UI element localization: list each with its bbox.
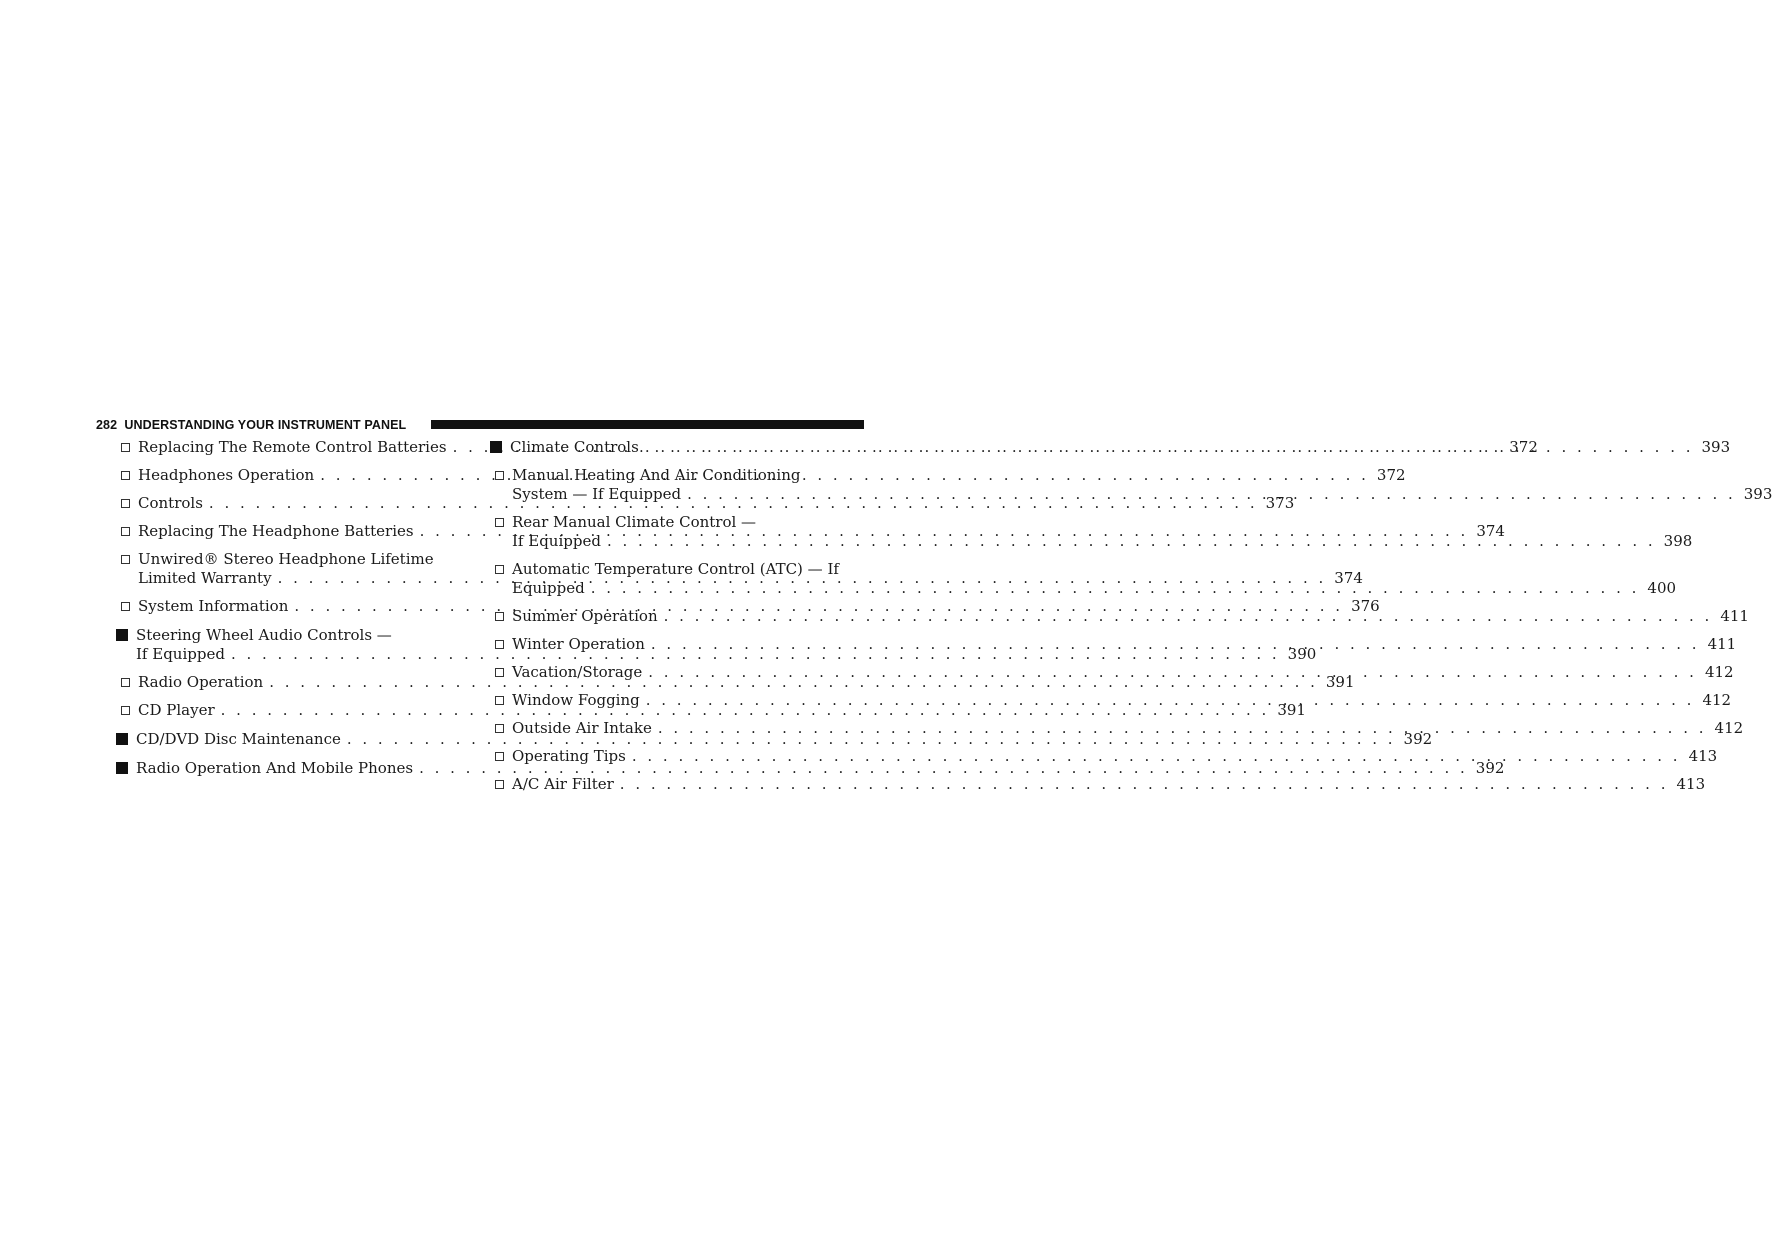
entry-title-line: A/C Air Filter	[512, 775, 614, 793]
page-reference: 373	[1265, 494, 1295, 512]
page-reference: 400	[1647, 579, 1677, 597]
entry-title-line: Steering Wheel Audio Controls —	[136, 626, 392, 644]
entry-title-line: Radio Operation	[138, 673, 264, 691]
page-reference: 392	[1403, 730, 1433, 748]
toc-section-entry[interactable]	[116, 730, 1433, 749]
filled-square-bullet-icon	[116, 762, 128, 774]
entry-title-line: System Information	[138, 597, 289, 615]
page-reference: 376	[1351, 597, 1380, 615]
page-reference: 374	[1334, 569, 1363, 587]
toc-subsection-entry[interactable]	[490, 719, 1744, 738]
page-reference: 413	[1676, 775, 1706, 793]
filled-square-bullet-icon	[116, 733, 128, 745]
entry-title-line: Summer Operation	[512, 607, 658, 625]
dot-leader	[681, 485, 1738, 504]
entry-title-line: Rear Manual Climate Control —	[512, 513, 757, 531]
hollow-square-bullet-icon	[495, 696, 504, 705]
entry-title-line: Climate Controls	[510, 438, 639, 456]
entry-title-line: Replacing The Remote Control Batteries	[138, 438, 447, 456]
entry-title-line: If Equipped	[136, 645, 225, 663]
entry-title-line: System — If Equipped	[512, 485, 682, 503]
page-reference: 411	[1720, 607, 1749, 625]
dot-leader	[601, 532, 1658, 551]
hollow-square-bullet-icon	[121, 706, 130, 715]
page-reference: 374	[1476, 522, 1505, 540]
entry-title-line: Unwired® Stereo Headphone Lifetime	[138, 550, 434, 568]
toc-subsection-entry[interactable]	[490, 607, 1749, 626]
hollow-square-bullet-icon	[495, 752, 504, 761]
page-reference: 411	[1707, 635, 1737, 653]
hollow-square-bullet-icon	[495, 565, 504, 574]
toc-subsection-entry[interactable]	[116, 673, 1355, 692]
dot-leader	[658, 607, 1715, 626]
filled-square-bullet-icon	[116, 629, 128, 641]
hollow-square-bullet-icon	[495, 518, 504, 527]
hollow-square-bullet-icon	[121, 471, 130, 480]
entry-title-line: Replacing The Headphone Batteries	[138, 522, 414, 540]
dot-leader	[642, 663, 1699, 682]
toc-subsection-entry[interactable]	[490, 747, 1718, 766]
dot-leader	[640, 691, 1697, 710]
page-number: 282	[96, 418, 118, 432]
hollow-square-bullet-icon	[121, 527, 130, 536]
hollow-square-bullet-icon	[121, 602, 130, 611]
dot-leader	[652, 719, 1709, 738]
hollow-square-bullet-icon	[121, 499, 130, 508]
hollow-square-bullet-icon	[495, 780, 504, 789]
hollow-square-bullet-icon	[495, 640, 504, 649]
dot-leader	[614, 775, 1671, 794]
header-text	[96, 418, 406, 432]
header-rule	[431, 420, 864, 429]
entry-title-line: Vacation/Storage	[512, 663, 643, 681]
dot-leader	[645, 635, 1702, 654]
section-title: UNDERSTANDING YOUR INSTRUMENT PANEL	[124, 418, 407, 432]
entry-title-line: Window Fogging	[512, 691, 640, 709]
entry-title-line: CD/DVD Disc Maintenance	[136, 730, 341, 748]
page-reference: 393	[1701, 438, 1731, 456]
hollow-square-bullet-icon	[495, 724, 504, 733]
entry-title-line: If Equipped	[512, 532, 601, 550]
entry-title-line: Controls	[138, 494, 203, 512]
hollow-square-bullet-icon	[495, 612, 504, 621]
page-reference: 412	[1704, 663, 1734, 681]
page-reference: 372	[1376, 466, 1406, 484]
page-reference: 391	[1277, 701, 1306, 719]
page-reference: 390	[1287, 645, 1317, 663]
page-reference: 413	[1688, 747, 1718, 765]
dot-leader	[585, 579, 1642, 598]
hollow-square-bullet-icon	[121, 678, 130, 687]
dot-leader	[639, 438, 1696, 457]
filled-square-bullet-icon	[490, 441, 502, 453]
entry-title-line: Outside Air Intake	[512, 719, 652, 737]
entry-title-line: Limited Warranty	[138, 569, 272, 587]
hollow-square-bullet-icon	[121, 555, 130, 564]
page-reference: 412	[1714, 719, 1744, 737]
entry-title-line: Radio Operation And Mobile Phones	[136, 759, 414, 777]
page-reference: 391	[1325, 673, 1355, 691]
entry-title-line: Equipped	[512, 579, 585, 597]
page-reference: 393	[1743, 485, 1772, 503]
hollow-square-bullet-icon	[121, 443, 130, 452]
page-reference: 412	[1702, 691, 1732, 709]
page-reference: 372	[1509, 438, 1538, 456]
running-header	[96, 418, 864, 432]
entry-title-line: Manual Heating And Air Conditioning	[512, 466, 801, 484]
page-reference: 392	[1475, 759, 1505, 777]
entry-title-line: CD Player	[138, 701, 215, 719]
toc-section-entry[interactable]	[116, 759, 1505, 778]
entry-title-line: Winter Operation	[512, 635, 645, 653]
hollow-square-bullet-icon	[495, 668, 504, 677]
hollow-square-bullet-icon	[495, 471, 504, 480]
dot-leader	[626, 747, 1683, 766]
entry-title-line: Operating Tips	[512, 747, 626, 765]
page-reference: 398	[1663, 532, 1693, 550]
entry-title-line: Headphones Operation	[138, 466, 315, 484]
toc-subsection-entry[interactable]	[490, 775, 1706, 794]
toc-subsection-entry[interactable]	[116, 701, 1306, 720]
entry-title-line: Automatic Temperature Control (ATC) — If	[512, 560, 839, 578]
